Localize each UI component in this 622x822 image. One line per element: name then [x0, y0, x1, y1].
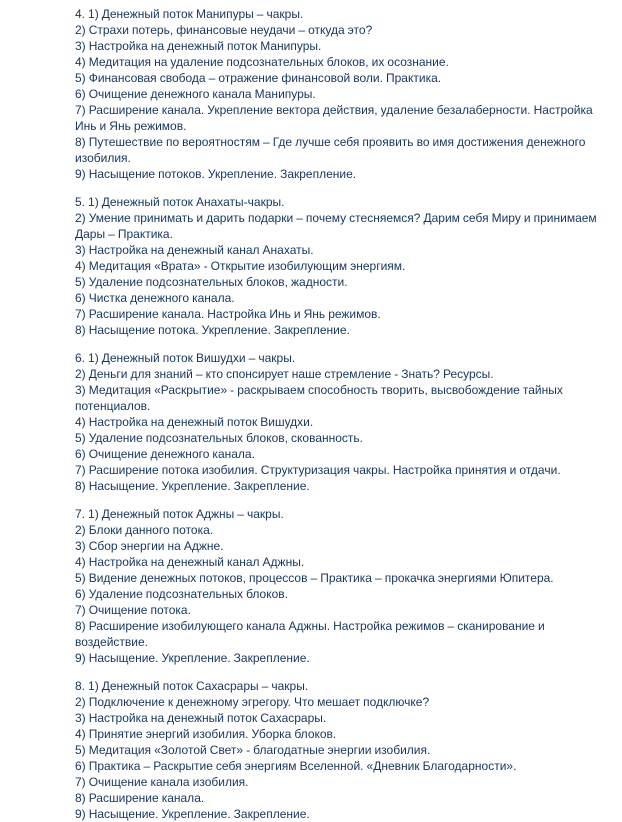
lesson-item: 2) Подключение к денежному эгрегору. Что мешает подключке? — [75, 695, 430, 709]
lesson-item: 6) Удаление подсознательных блоков. — [75, 587, 288, 601]
lesson-item: 5) Медитация «Золотой Свет» - благодатные энергии изобилия. — [75, 743, 431, 757]
lesson-item: 5) Видение денежных потоков, процессов – Практика – прокачка энергиями Юпитера. — [75, 571, 554, 585]
lesson-item: 7) Расширение потока изобилия. Структуризация чакры. Настройка принятия и отдачи. — [75, 463, 561, 477]
lesson-item: 6) Очищение денежного канала Манипуры. — [75, 87, 316, 101]
lesson-item: 3) Сбор энергии на Аджне. — [75, 539, 224, 553]
lesson-item: 7. 1) Денежный поток Аджны – чакры. — [75, 507, 284, 521]
lesson-item: 4) Принятие энергий изобилия. Уборка блоков. — [75, 727, 337, 741]
lesson-block — [75, 678, 615, 822]
lesson-item: 5) Финансовая свобода – отражение финансовой воли. Практика. — [75, 71, 442, 85]
lesson-item: 4) Настройка на денежный канал Аджны. — [75, 555, 305, 569]
lesson-item: 4) Медитация «Врата» - Открытие изобилующим энергиям. — [75, 259, 406, 273]
lesson-block — [75, 506, 615, 666]
lesson-item: 2) Страхи потерь, финансовые неудачи – откуда это? — [75, 23, 373, 37]
lesson-item: 3) Настройка на денежный поток Сахасрары. — [75, 711, 327, 725]
lesson-block — [75, 194, 615, 338]
lesson-item: 8) Насыщение потока. Укрепление. Закрепление. — [75, 323, 350, 337]
lesson-item: 7) Расширение канала. Укрепление вектора действия, удаление безалаберности. Настройка Инь и Янь режимов. — [75, 103, 593, 133]
lesson-item: 5) Удаление подсознательных блоков, скованность. — [75, 431, 364, 445]
lesson-item: 8) Расширение изобилующего канала Аджны. Настройка режимов – сканирование и воздействие. — [75, 619, 545, 649]
lesson-item: 9) Насыщение. Укрепление. Закрепление. — [75, 807, 310, 821]
lesson-item: 5. 1) Денежный поток Анахаты-чакры. — [75, 195, 285, 209]
lesson-item: 7) Очищение канала изобилия. — [75, 775, 249, 789]
lesson-item: 7) Очищение потока. — [75, 603, 191, 617]
lesson-item: 2) Умение принимать и дарить подарки – почему стесняемся? Дарим себя Миру и принимаем Дары – Практика. — [75, 211, 597, 241]
lesson-item: 5) Удаление подсознательных блоков, жадности. — [75, 275, 348, 289]
lesson-item: 8) Путешествие по вероятностям – Где лучше себя проявить во имя достижения денежного изобилия. — [75, 135, 586, 165]
lesson-item: 6) Практика – Раскрытие себя энергиям Вселенной. «Дневник Благодарности». — [75, 759, 517, 773]
lesson-item: 6) Очищение денежного канала. — [75, 447, 255, 461]
lesson-item: 2) Деньги для знаний – кто спонсирует наше стремление - Знать? Ресурсы. — [75, 367, 494, 381]
lesson-item: 3) Медитация «Раскрытие» - раскрываем способность творить, высвобождение тайных потенциалов. — [75, 383, 563, 413]
lesson-item: 8) Расширение канала. — [75, 791, 205, 805]
lesson-item: 6. 1) Денежный поток Вишудхи – чакры. — [75, 351, 296, 365]
lesson-item: 2) Блоки данного потока. — [75, 523, 214, 537]
lesson-item: 9) Насыщение потоков. Укрепление. Закрепление. — [75, 167, 357, 181]
lesson-block — [75, 350, 615, 494]
lesson-item: 7) Расширение канала. Настройка Инь и Янь режимов. — [75, 307, 381, 321]
lesson-item: 3) Настройка на денежный поток Манипуры. — [75, 39, 322, 53]
lesson-item: 4) Настройка на денежный поток Вишудхи. — [75, 415, 314, 429]
lesson-item: 4) Медитация на удаление подсознательных блоков, их осознание. — [75, 55, 449, 69]
lesson-item: 8) Насыщение. Укрепление. Закрепление. — [75, 479, 310, 493]
lesson-item: 3) Настройка на денежный канал Анахаты. — [75, 243, 314, 257]
lesson-item: 9) Насыщение. Укрепление. Закрепление. — [75, 651, 310, 665]
lesson-block — [75, 6, 615, 182]
lesson-list — [75, 6, 615, 822]
lesson-item: 8. 1) Денежный поток Сахасрары – чакры. — [75, 679, 309, 693]
lesson-item: 4. 1) Денежный поток Манипуры – чакры. — [75, 7, 304, 21]
lesson-item: 6) Чистка денежного канала. — [75, 291, 235, 305]
